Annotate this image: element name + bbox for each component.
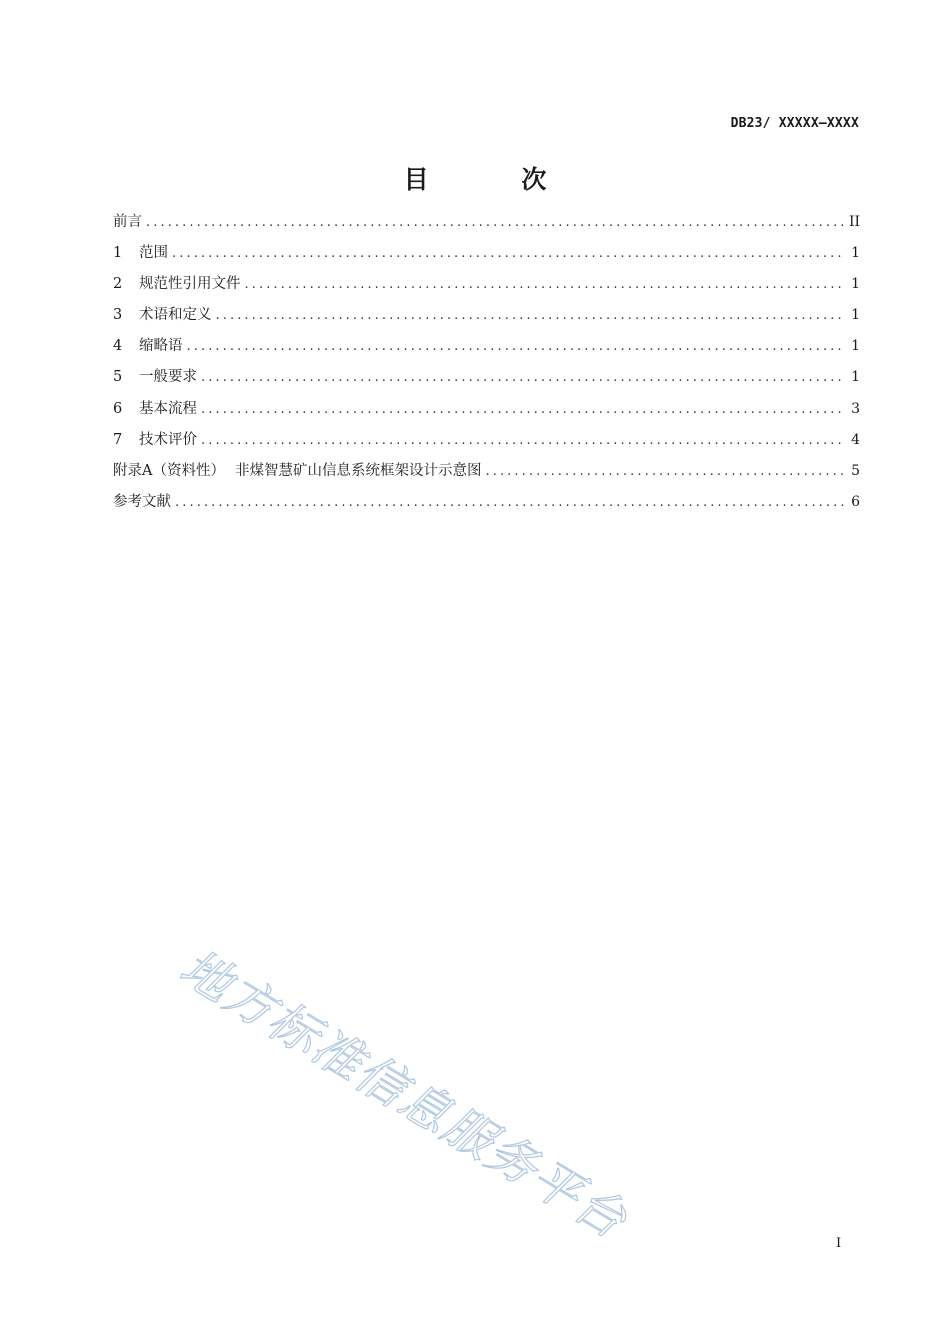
toc-entry-technical-evaluation[interactable] <box>113 426 860 457</box>
toc-dot-leader <box>216 302 846 330</box>
page-number: I <box>836 1236 842 1251</box>
toc-entry-number: 6 <box>113 400 123 417</box>
toc-entry-page: 1 <box>851 245 860 262</box>
toc-entry-number: 5 <box>113 369 123 386</box>
toc-entry-text: 前言 <box>113 214 142 230</box>
toc-entry-scope[interactable] <box>113 239 860 270</box>
toc-entry-subtitle: 非煤智慧矿山信息系统框架设计示意图 <box>234 462 482 479</box>
toc-entry-general-requirements[interactable] <box>113 363 860 394</box>
toc-entry-text: 技术评价 <box>139 431 197 448</box>
toc-entry-page: 1 <box>851 276 860 293</box>
toc-entry-text: 规范性引用文件 <box>139 276 241 293</box>
toc-entry-appendix-a[interactable] <box>113 457 860 488</box>
toc-entry-page: 6 <box>851 493 860 510</box>
toc-dot-leader <box>485 458 845 486</box>
table-of-contents <box>113 208 860 519</box>
toc-dot-leader <box>245 271 846 299</box>
toc-entry-normative-references[interactable] <box>113 270 860 301</box>
toc-entry-basic-process[interactable] <box>113 395 860 426</box>
toc-entry-text: 术语和定义 <box>139 307 212 324</box>
toc-dot-leader <box>187 333 846 361</box>
toc-entry-text: 范围 <box>139 245 168 262</box>
document-code: DB23/ XXXXX—XXXX <box>730 116 859 131</box>
toc-entry-number: 1 <box>113 245 123 262</box>
watermark: 地方标准信息服务平台 <box>170 938 638 1251</box>
toc-title: 目 次 <box>403 165 589 194</box>
toc-dot-leader <box>201 364 845 392</box>
toc-entry-page: 1 <box>851 369 860 386</box>
toc-dot-leader <box>146 209 843 237</box>
toc-entry-page: II <box>848 214 860 230</box>
toc-entry-bibliography[interactable] <box>113 488 860 519</box>
toc-entry-text: 基本流程 <box>139 400 197 417</box>
toc-entry-page: 4 <box>851 431 860 448</box>
toc-entry-text: 参考文献 <box>113 493 171 510</box>
toc-entry-terms-definitions[interactable] <box>113 301 860 332</box>
toc-entry-text: 附录A（资料性） <box>113 462 225 479</box>
toc-dot-leader <box>201 396 845 424</box>
toc-dot-leader <box>172 240 845 268</box>
toc-entry-page: 5 <box>851 462 860 479</box>
toc-entry-text: 缩略语 <box>139 338 183 355</box>
toc-entry-number: 4 <box>113 338 123 355</box>
toc-entry-foreword[interactable] <box>113 208 860 239</box>
toc-entry-page: 1 <box>851 338 860 355</box>
toc-entry-abbreviations[interactable] <box>113 332 860 363</box>
toc-entry-number: 7 <box>113 431 123 448</box>
toc-entry-text: 一般要求 <box>139 369 197 386</box>
toc-entry-page: 1 <box>851 307 860 324</box>
toc-entry-number: 2 <box>113 276 123 293</box>
toc-entry-page: 3 <box>851 400 860 417</box>
toc-dot-leader <box>201 427 845 455</box>
toc-entry-number: 3 <box>113 307 123 324</box>
toc-dot-leader <box>175 489 845 517</box>
